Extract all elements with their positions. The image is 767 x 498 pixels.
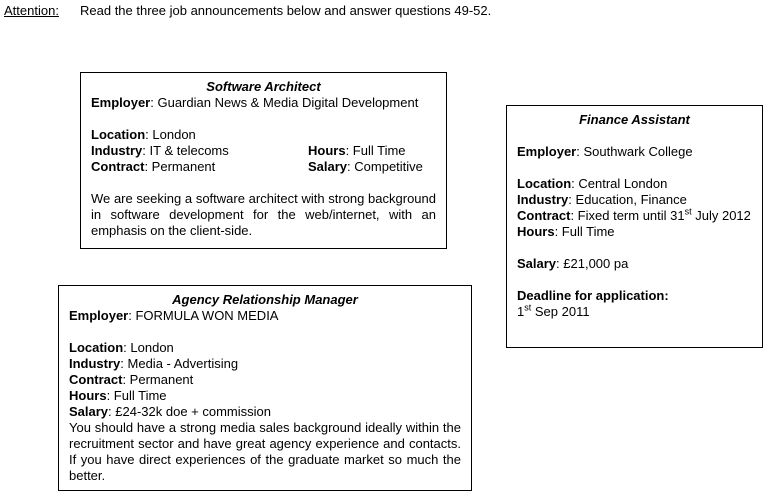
salary-value: : Competitive xyxy=(347,159,423,174)
industry-hours-row xyxy=(91,143,436,159)
hours-label: Hours xyxy=(517,224,555,239)
industry-label: Industry xyxy=(69,356,121,371)
hours-value: : Full Time xyxy=(106,388,167,403)
job-title: Finance Assistant xyxy=(579,112,690,127)
employer-label: Employer xyxy=(69,308,129,323)
job-card-finance-assistant xyxy=(506,105,763,348)
job-card-software-architect xyxy=(80,72,447,249)
industry-row xyxy=(69,356,461,372)
deadline-ordinal: st xyxy=(524,302,532,313)
contract-label: Contract xyxy=(69,372,123,387)
industry-value: : IT & telecoms xyxy=(142,143,229,158)
industry-label: Industry xyxy=(517,192,569,207)
contract-value-end: July 2012 xyxy=(691,208,751,223)
employer-label: Employer xyxy=(517,144,577,159)
contract-row xyxy=(69,372,461,388)
employer-row xyxy=(91,95,436,111)
job-title: Agency Relationship Manager xyxy=(172,292,358,307)
hours-label: Hours xyxy=(308,143,346,158)
hours-value: : Full Time xyxy=(345,143,406,158)
industry-value: : Media - Advertising xyxy=(120,356,239,371)
location-value: : Central London xyxy=(571,176,668,191)
attention-text: Read the three job announcements below and answer questions 49-52. xyxy=(80,3,492,18)
employer-value: : Guardian News & Media Digital Development xyxy=(150,95,419,110)
employer-value: : Southwark College xyxy=(576,144,693,159)
salary-row xyxy=(69,404,461,420)
location-row xyxy=(517,176,752,192)
contract-value: : Permanent xyxy=(122,372,194,387)
hours-label: Hours xyxy=(69,388,107,403)
salary-value: : £21,000 pa xyxy=(556,256,629,271)
industry-row xyxy=(517,192,752,208)
industry-value: : Education, Finance xyxy=(568,192,687,207)
employer-row xyxy=(517,144,752,160)
job-description: You should have a strong media sales background ideally within the recruitment sector and have great agency experience and contacts. If you have direct experiences of the graduate market so much the better. xyxy=(69,420,461,483)
contract-ordinal: st xyxy=(684,206,692,217)
job-title: Software Architect xyxy=(206,79,321,94)
hours-value: : Full Time xyxy=(554,224,615,239)
deadline-value-end: Sep 2011 xyxy=(531,304,590,319)
location-label: Location xyxy=(69,340,124,355)
location-label: Location xyxy=(91,127,146,142)
contract-value: : Fixed term until 31 xyxy=(570,208,685,223)
location-value: : London xyxy=(123,340,174,355)
location-label: Location xyxy=(517,176,572,191)
deadline-label: Deadline for application: xyxy=(517,288,669,303)
contract-row xyxy=(517,208,752,224)
salary-label: Salary xyxy=(69,404,109,419)
location-row xyxy=(69,340,461,356)
industry-label: Industry xyxy=(91,143,143,158)
deadline-row xyxy=(517,304,752,320)
location-row xyxy=(91,127,436,143)
contract-label: Contract xyxy=(517,208,571,223)
employer-row xyxy=(69,308,461,324)
salary-value: : £24-32k doe + commission xyxy=(108,404,271,419)
job-description: We are seeking a software architect with strong background in software development for the web/internet, with an emphasis on the client-side. xyxy=(91,191,436,238)
attention-line xyxy=(4,3,492,19)
job-card-agency-relationship-manager xyxy=(58,285,472,491)
contract-label: Contract xyxy=(91,159,145,174)
deadline-value: 1 xyxy=(517,304,525,319)
hours-row xyxy=(517,224,752,240)
attention-label: Attention: xyxy=(4,3,59,18)
salary-row xyxy=(517,256,752,272)
contract-value: : Permanent xyxy=(144,159,216,174)
salary-label: Salary xyxy=(517,256,557,271)
employer-label: Employer xyxy=(91,95,151,110)
contract-salary-row xyxy=(91,159,436,175)
location-value: : London xyxy=(145,127,196,142)
hours-row xyxy=(69,388,461,404)
employer-value: : FORMULA WON MEDIA xyxy=(128,308,279,323)
salary-label: Salary xyxy=(308,159,348,174)
